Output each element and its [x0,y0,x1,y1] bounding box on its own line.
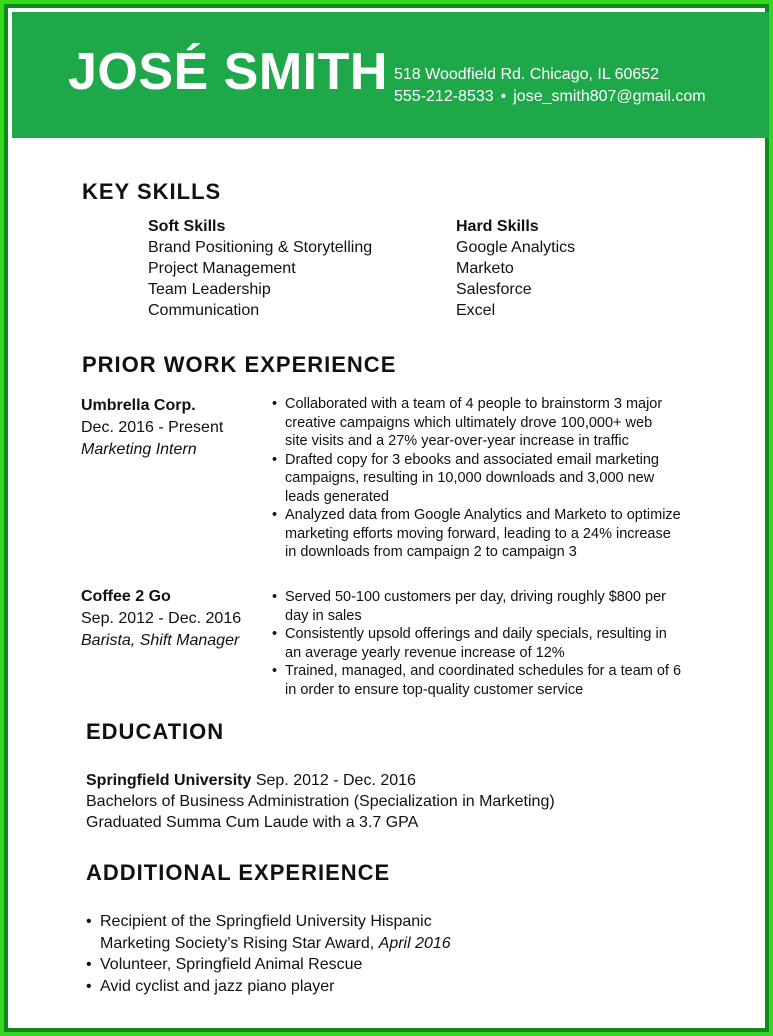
job-bullet: • Analyzed data from Google Analytics and Marketo to optimize marketing efforts moving forward, leading to a 24% increase in downloads from campaign 2 to campaign 3 [272,506,681,562]
additional-bullet: • Recipient of the Springfield University Hispanic Marketing Society’s Rising Star Award, April 2016 [86,911,451,954]
degree: Bachelors of Business Administration (Specialization in Marketing) [86,793,555,810]
work-experience-heading: PRIOR WORK EXPERIENCE [82,352,397,377]
hard-skill-item: Marketo [456,260,514,277]
address: 518 Woodfield Rd. Chicago, IL 60652 [394,66,660,83]
key-skills-heading: KEY SKILLS [82,179,222,204]
job-company: Coffee 2 Go [81,588,171,605]
hard-skill-item: Salesforce [456,281,532,298]
hard-skill-item: Google Analytics [456,239,576,256]
additional-bullet: • Volunteer, Springfield Animal Rescue [86,954,451,976]
job-bullet: • Consistently upsold offerings and daily specials, resulting in an average yearly revenue increase of 12% [272,625,681,662]
hard-skill-item: Excel [456,302,496,319]
soft-skill-item: Brand Positioning & Storytelling [148,239,373,256]
job-bullet: • Collaborated with a team of 4 people to brainstorm 3 major creative campaigns which ultimately drove 100,000+ web site visits and a 27% year-over-year increase in traffic [272,395,681,451]
job-bullet: • Trained, managed, and coordinated schedules for a team of 6 in order to ensure top-quality customer service [272,662,681,699]
candidate-name: JOSÉ SMITH [68,43,388,101]
school-name: Springfield University [86,772,252,789]
school-dates: Sep. 2012 - Dec. 2016 [255,772,416,789]
additional-bullets [86,911,451,997]
job-bullet: • Served 50-100 customers per day, driving roughly $800 per day in sales [272,588,681,625]
soft-skill-item: Project Management [148,260,296,277]
additional-bullet: • Avid cyclist and jazz piano player [86,976,451,998]
job-bullets [272,588,681,699]
soft-skills-title: Soft Skills [148,218,226,235]
education-heading: EDUCATION [86,719,225,744]
job-dates: Dec. 2016 - Present [81,419,224,436]
resume-header [12,12,769,138]
honors: Graduated Summa Cum Laude with a 3.7 GPA [86,814,419,831]
job-dates: Sep. 2012 - Dec. 2016 [81,610,242,627]
email: jose_smith807@gmail.com [513,88,706,105]
education-school-line [86,770,416,791]
resume-page [4,4,769,1032]
job-bullet: • Drafted copy for 3 ebooks and associated email marketing campaigns, resulting in 10,000 downloads and 3,000 new leads generated [272,451,681,507]
hard-skills-title: Hard Skills [456,218,539,235]
job-title: Barista, Shift Manager [81,632,240,649]
phone: 555-212-8533 [394,88,494,105]
job-company: Umbrella Corp. [81,397,196,414]
additional-experience-heading: ADDITIONAL EXPERIENCE [86,860,391,885]
soft-skill-item: Team Leadership [148,281,271,298]
job-title: Marketing Intern [81,441,197,458]
separator-dot: • [500,88,507,105]
job-bullets [272,395,681,562]
phone-email-line [394,86,706,108]
contact-info [394,64,706,108]
award-date: April 2016 [378,934,451,952]
soft-skill-item: Communication [148,302,260,319]
